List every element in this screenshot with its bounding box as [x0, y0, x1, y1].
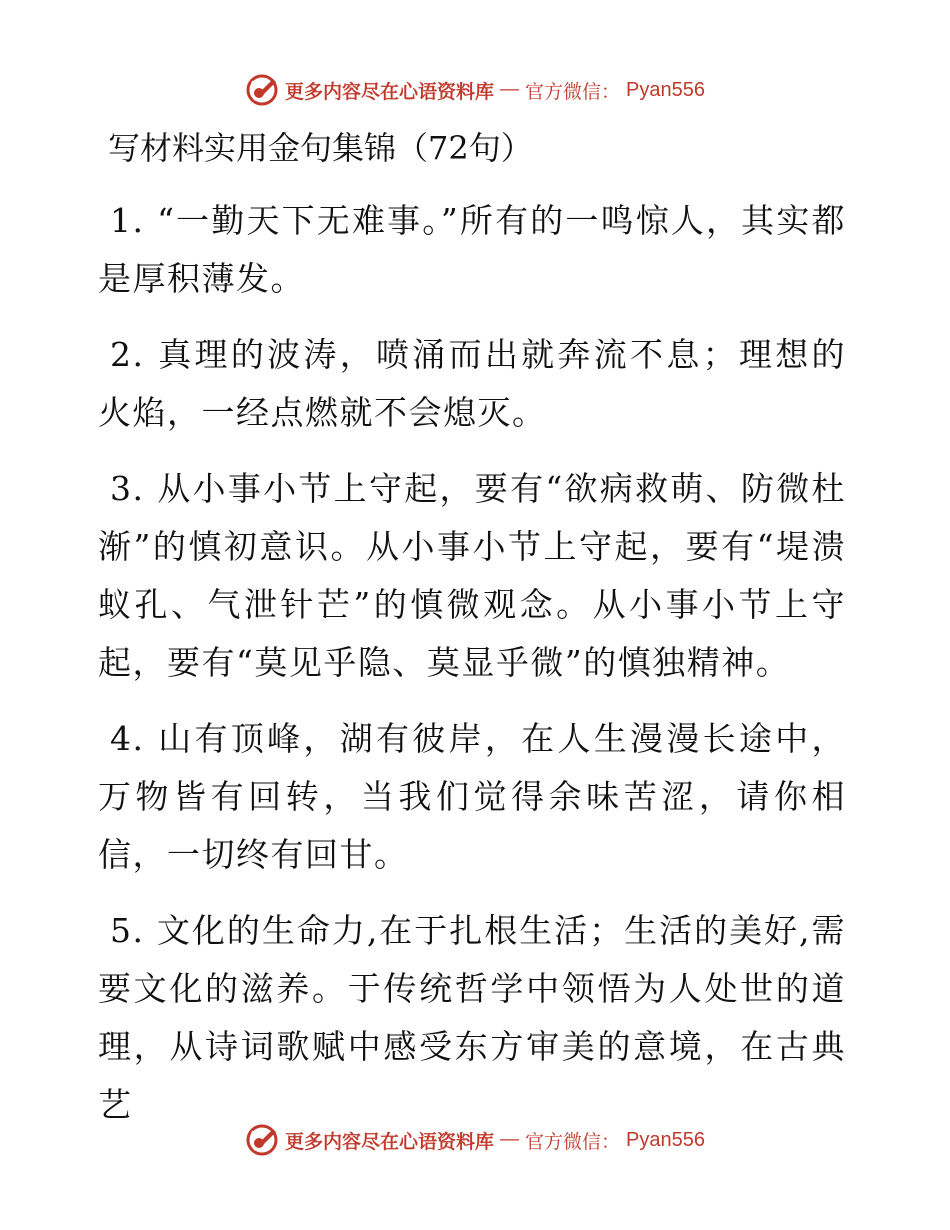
- footer-watermark-banner: [0, 1122, 950, 1158]
- document-title: 写材料实用金句集锦（72句）: [108, 129, 533, 167]
- paragraph-4: 4. 山有顶峰，湖有彼岸，在人生漫漫长途中，万物皆有回转，当我们觉得余味苦涩，请你相信，一切终有回甘。: [98, 719, 846, 874]
- wechat-label: 官方微信：: [525, 80, 621, 103]
- paragraph-5: 5. 文化的生命力,在于扎根生活；生活的美好,需要文化的滋养。于传统哲学中领悟为人处世的道理，从诗词歌赋中感受东方审美的意境，在古典艺: [98, 911, 846, 1124]
- red-pen-circle-logo-icon: [245, 73, 279, 107]
- red-pen-circle-logo-icon: [245, 1123, 279, 1157]
- brand-text: 更多内容尽在心语资料库: [285, 80, 495, 103]
- wechat-id: Pyan556: [626, 78, 705, 101]
- header-watermark-banner: [0, 72, 950, 108]
- banner-separator: —: [500, 1129, 520, 1150]
- banner-separator: —: [500, 79, 520, 100]
- paragraph-1: 1. “一勤天下无难事。”所有的一鸣惊人，其实都是厚积薄发。: [98, 201, 846, 298]
- brand-text: 更多内容尽在心语资料库: [285, 1130, 495, 1153]
- wechat-label: 官方微信：: [525, 1130, 621, 1153]
- paragraph-2: 2. 真理的波涛，喷涌而出就奔流不息；理想的火焰，一经点燃就不会熄灭。: [98, 335, 846, 432]
- document-body: [98, 192, 846, 1152]
- paragraph-3: 3. 从小事小节上守起，要有“欲病救萌、防微杜渐”的慎初意识。从小事小节上守起，要有“堤溃蚁孔、气泄针芒”的慎微观念。从小事小节上守起，要有“莫见乎隐、莫显乎微”的慎独精神。: [98, 469, 846, 682]
- wechat-id: Pyan556: [626, 1128, 705, 1151]
